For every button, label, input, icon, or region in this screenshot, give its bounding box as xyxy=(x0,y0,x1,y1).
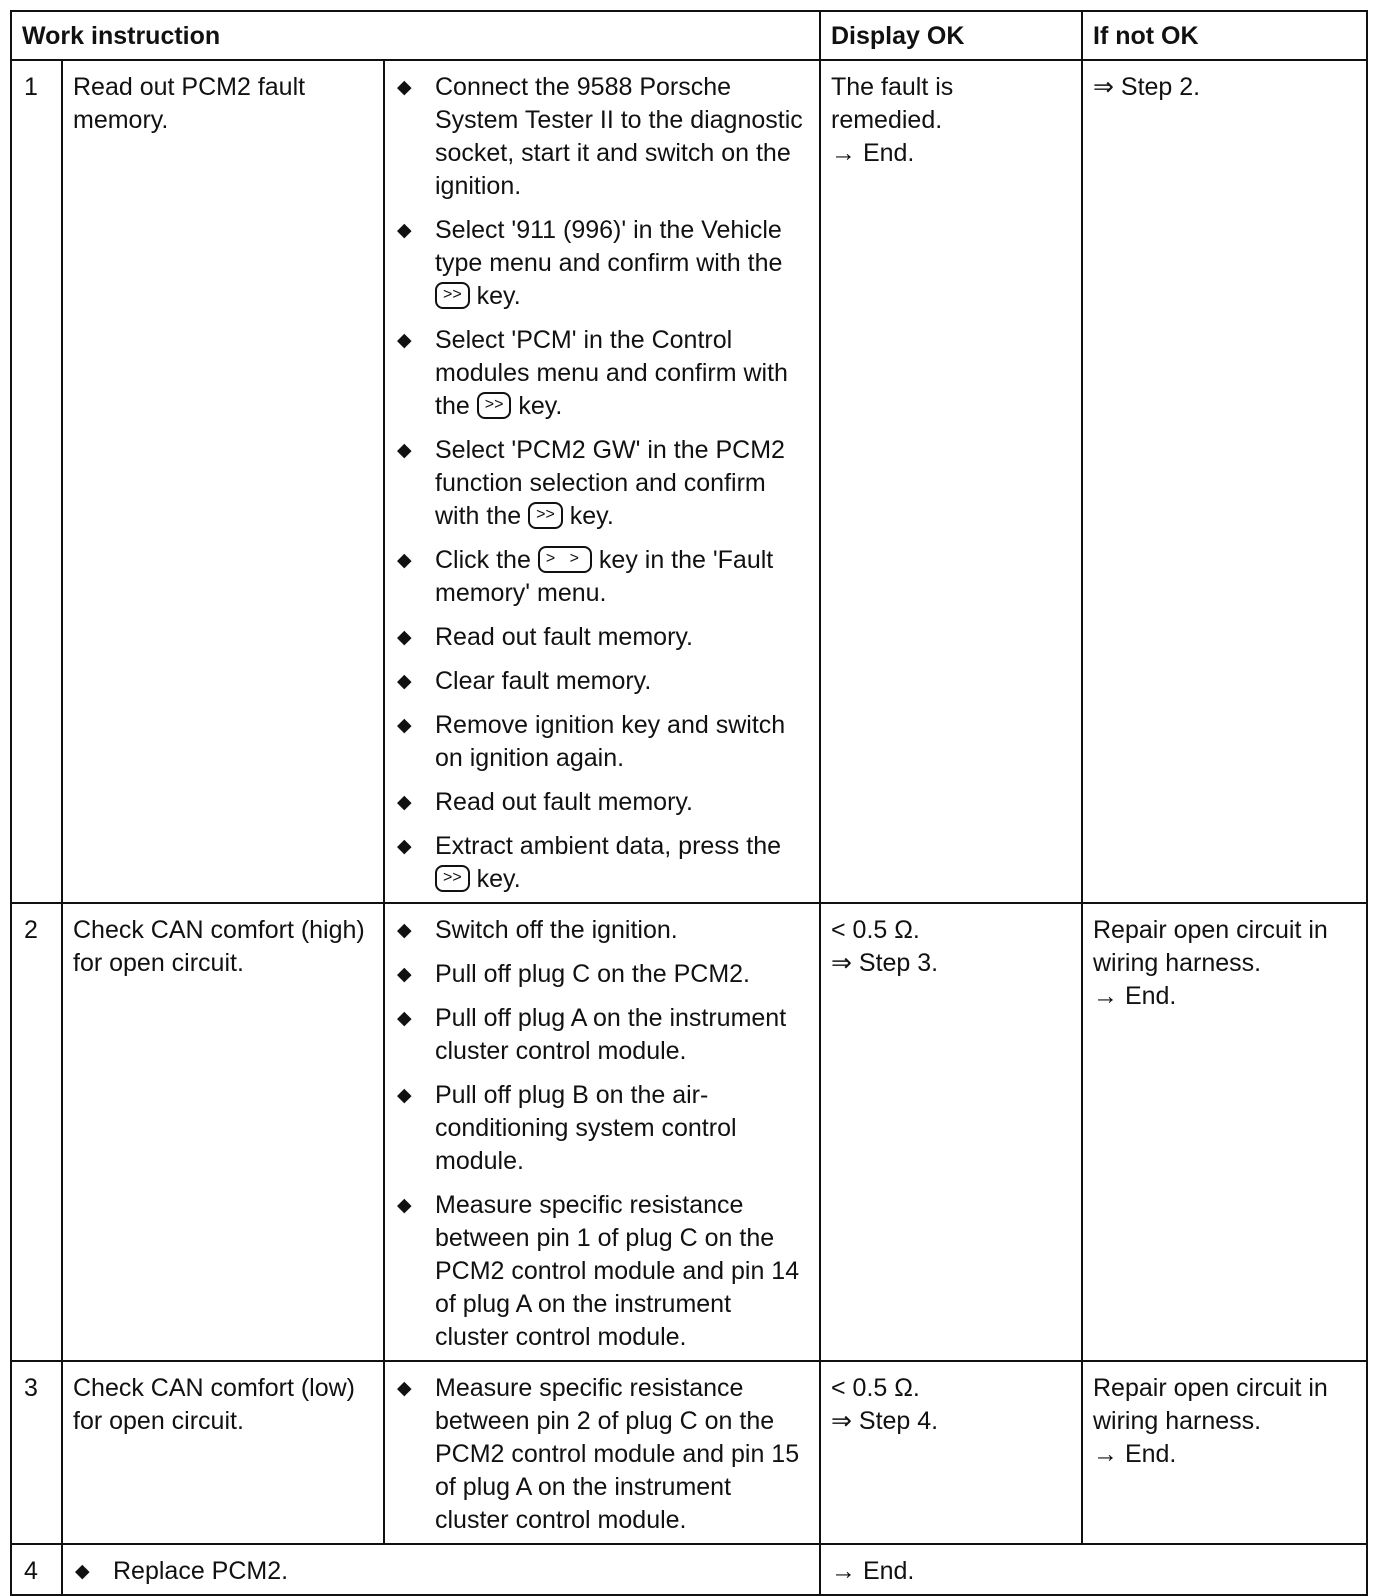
action-item: ◆ Measure specific resistance between pin 1 of plug C on the PCM2 control module and pin 14 of plug A on the instrument cluster control module. xyxy=(397,1191,800,1351)
diamond-bullet-icon: ◆ xyxy=(397,1008,412,1029)
diamond-bullet-icon: ◆ xyxy=(397,77,412,98)
step-title: Check CAN comfort (low) for open circuit. xyxy=(62,1361,384,1544)
action-item: ◆ Read out fault memory. xyxy=(395,786,809,819)
action-item: ◆ Replace PCM2. xyxy=(73,1555,809,1588)
action-item: ◆ Read out fault memory. xyxy=(395,621,809,654)
if-not-ok-cell: Repair open circuit in wiring harness. → End. xyxy=(1082,903,1367,1361)
diamond-bullet-icon: ◆ xyxy=(397,1195,412,1216)
step-number: 4 xyxy=(11,1544,62,1595)
action-item: ◆ Pull off plug A on the instrument cluster control module. xyxy=(397,1004,787,1065)
display-ok-cell: → End. xyxy=(820,1544,1367,1595)
forward-key-icon: >> xyxy=(528,502,563,529)
action-item: ◆ Pull off plug B on the air-conditioning system control module. xyxy=(397,1081,737,1175)
header-work-instruction: Work instruction xyxy=(11,11,820,60)
action-item: ◆ Click the > > key in the 'Fault memory' menu. xyxy=(397,546,774,607)
action-item: ◆ Pull off plug C on the PCM2. xyxy=(395,958,809,991)
diamond-bullet-icon: ◆ xyxy=(397,330,412,351)
step-title: Check CAN comfort (high) for open circuit. xyxy=(62,903,384,1361)
step-actions xyxy=(384,60,820,903)
action-item: ◆ Select 'PCM2 GW' in the PCM2 function selection and confirm with the >> key. xyxy=(397,436,785,530)
step-actions xyxy=(384,903,820,1361)
forward-key-icon: >> xyxy=(435,282,470,309)
diamond-bullet-icon: ◆ xyxy=(397,920,412,941)
table-row xyxy=(11,60,1367,903)
display-ok-cell: The fault is remedied. → End. xyxy=(820,60,1082,903)
diamond-bullet-icon: ◆ xyxy=(397,964,412,985)
diamond-bullet-icon: ◆ xyxy=(397,220,412,241)
action-item: ◆ Select 'PCM' in the Control modules menu and confirm with the >> key. xyxy=(397,326,788,420)
step-number: 2 xyxy=(11,903,62,1361)
header-if-not-ok: If not OK xyxy=(1082,11,1367,60)
action-item: ◆ Measure specific resistance between pin 2 of plug C on the PCM2 control module and pin 15 of plug A on the instrument cluster control module. xyxy=(397,1374,800,1534)
step-number: 3 xyxy=(11,1361,62,1544)
diamond-bullet-icon: ◆ xyxy=(397,836,412,857)
work-instruction-table xyxy=(10,10,1368,1596)
header-display-ok: Display OK xyxy=(820,11,1082,60)
table-row xyxy=(11,1544,1367,1595)
display-ok-cell: < 0.5 Ω. ⇒ Step 4. xyxy=(820,1361,1082,1544)
diamond-bullet-icon: ◆ xyxy=(397,550,412,571)
table-row xyxy=(11,1361,1367,1544)
action-item: ◆ Clear fault memory. xyxy=(395,665,809,698)
table-row xyxy=(11,903,1367,1361)
step-actions xyxy=(384,1361,820,1544)
diamond-bullet-icon: ◆ xyxy=(397,627,412,648)
step-actions xyxy=(62,1544,820,1595)
step-title: Read out PCM2 fault memory. xyxy=(62,60,384,903)
step-number: 1 xyxy=(11,60,62,903)
forward-key-icon: > > xyxy=(538,546,592,573)
if-not-ok-cell: ⇒ Step 2. xyxy=(1082,60,1367,903)
forward-key-icon: >> xyxy=(477,392,512,419)
diamond-bullet-icon: ◆ xyxy=(397,1085,412,1106)
action-item: ◆ Connect the 9588 Porsche System Tester II to the diagnostic socket, start it and switch on the ignition. xyxy=(397,73,803,200)
diamond-bullet-icon: ◆ xyxy=(397,440,412,461)
diamond-bullet-icon: ◆ xyxy=(397,1378,412,1399)
diamond-bullet-icon: ◆ xyxy=(75,1561,90,1582)
action-item: ◆ Remove ignition key and switch on ignition again. xyxy=(397,711,786,772)
header-row xyxy=(11,11,1367,60)
diamond-bullet-icon: ◆ xyxy=(397,671,412,692)
display-ok-cell: < 0.5 Ω. ⇒ Step 3. xyxy=(820,903,1082,1361)
forward-key-icon: >> xyxy=(435,865,470,892)
action-item: ◆ Extract ambient data, press the >> key. xyxy=(397,832,782,893)
action-item: ◆ Switch off the ignition. xyxy=(395,914,809,947)
diamond-bullet-icon: ◆ xyxy=(397,715,412,736)
diamond-bullet-icon: ◆ xyxy=(397,792,412,813)
action-item: ◆ Select '911 (996)' in the Vehicle type menu and confirm with the >> key. xyxy=(397,216,783,310)
if-not-ok-cell: Repair open circuit in wiring harness. → End. xyxy=(1082,1361,1367,1544)
